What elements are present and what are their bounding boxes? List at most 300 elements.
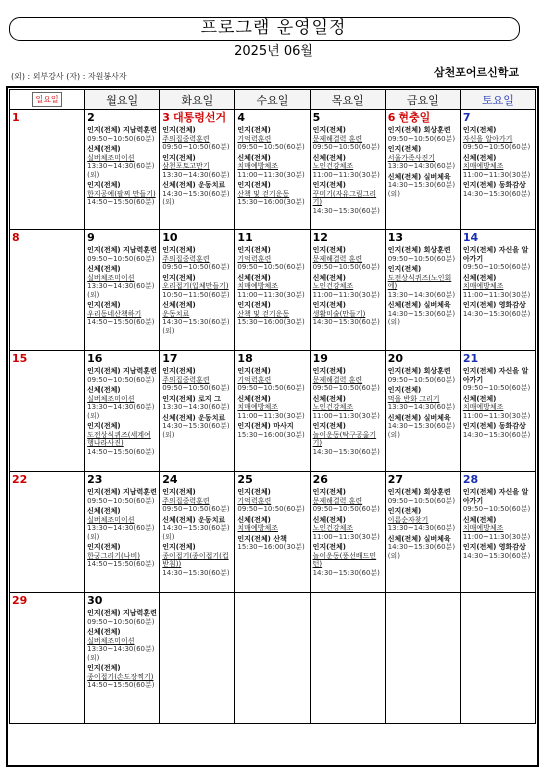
program-title: 인지(전체) 지남력훈련 bbox=[87, 609, 157, 617]
program-time: 11:00~11:30(30분) bbox=[462, 411, 531, 420]
program-time: 09:50~10:50(60분) bbox=[162, 505, 230, 513]
program-title: 신체(전체) bbox=[312, 273, 347, 282]
day-number bbox=[463, 352, 533, 365]
program-time: 14:30~15:30(60분) bbox=[462, 551, 531, 560]
program-title: 인지(전체) bbox=[312, 367, 347, 375]
calendar-week-row bbox=[10, 593, 536, 724]
program-title: 인지(전체) 영화감상 bbox=[462, 301, 526, 309]
program-entry bbox=[87, 181, 157, 207]
day-number-text: 23 bbox=[87, 473, 103, 486]
calendar-day-cell bbox=[160, 593, 235, 724]
program-title: 신체(전체) bbox=[237, 394, 271, 403]
program-entry bbox=[463, 274, 533, 300]
program-description: 문제해결력 훈련 bbox=[312, 134, 363, 143]
program-title: 인지(전체) bbox=[312, 301, 347, 309]
program-time: 13:30~14:30(60분) bbox=[387, 524, 456, 532]
program-time: 09:50~10:50(60분) bbox=[237, 505, 305, 513]
program-title: 신체(전체) bbox=[312, 153, 347, 162]
day-number bbox=[87, 231, 157, 244]
day-number bbox=[313, 111, 383, 124]
day-number bbox=[237, 352, 307, 365]
program-title: 신체(전체) 실버체육 bbox=[387, 534, 451, 543]
program-entry bbox=[237, 154, 307, 180]
program-time: 11:00~11:30(30분) bbox=[237, 170, 305, 179]
program-description: 기억력훈련 bbox=[237, 375, 272, 384]
program-time: 09:50~10:50(60분) bbox=[87, 254, 155, 263]
calendar-day-cell bbox=[85, 472, 160, 593]
program-title: 신체(전체) bbox=[87, 145, 121, 153]
program-description: 놀이운동(풍선배드민턴) bbox=[312, 551, 377, 568]
program-entry bbox=[87, 265, 157, 299]
program-time: 14:30~15:30(60분) bbox=[462, 430, 531, 439]
program-time: 11:00~11:30(30분) bbox=[237, 411, 305, 420]
program-entry bbox=[463, 422, 533, 439]
program-description: 삼천포토고만기 bbox=[162, 162, 210, 170]
program-entry bbox=[87, 488, 157, 505]
program-time: 09:50~10:50(60분) bbox=[387, 254, 456, 263]
program-time: 14:30~15:30(60분) bbox=[162, 568, 230, 577]
program-entry bbox=[162, 154, 232, 180]
program-time: 14:50~15:50(60분) bbox=[87, 318, 155, 326]
program-description: 기억력훈련 bbox=[237, 254, 272, 263]
day-number bbox=[12, 111, 82, 124]
program-time: 09:50~10:50(60분) bbox=[87, 134, 155, 143]
program-time: 15:30~16:00(30분) bbox=[237, 198, 305, 206]
program-description: 생활미술(만들기) bbox=[312, 309, 366, 318]
weekday-monday: 월요일 bbox=[85, 90, 160, 110]
program-title: 인지(전체) 동화감상 bbox=[462, 422, 526, 430]
calendar-day-cell bbox=[310, 110, 385, 230]
program-entry bbox=[162, 543, 232, 577]
program-title: 인지(전체) bbox=[312, 422, 347, 430]
program-description: 주의집중력훈련 bbox=[162, 134, 210, 143]
program-time: 14:30~15:30(60분)(외) bbox=[162, 422, 230, 439]
calendar-week-row bbox=[10, 110, 536, 230]
program-title: 신체(전체) 실버체육 bbox=[387, 301, 451, 309]
program-title: 인지(전체) bbox=[387, 507, 422, 515]
calendar-day-cell bbox=[385, 593, 460, 724]
program-time: 09:50~10:50(60분) bbox=[162, 384, 230, 392]
calendar-day-cell bbox=[85, 351, 160, 472]
day-number bbox=[237, 111, 307, 124]
program-description: 치매예방체조 bbox=[462, 403, 504, 411]
program-title: 인지(전체) bbox=[162, 273, 196, 282]
calendar-day-cell bbox=[310, 472, 385, 593]
day-number-text: 12 bbox=[312, 231, 328, 244]
program-time: 09:50~10:50(60분) bbox=[387, 375, 456, 384]
program-entry bbox=[388, 488, 458, 505]
program-description: 운동치료 bbox=[162, 309, 190, 318]
program-entry bbox=[463, 488, 533, 514]
program-title: 인지(전체) bbox=[237, 126, 271, 134]
program-entry bbox=[162, 488, 232, 514]
page-title: 프로그램 운영일정 bbox=[200, 18, 347, 38]
day-number bbox=[87, 594, 157, 607]
program-entry bbox=[463, 181, 533, 198]
program-title: 인지(전체) bbox=[162, 543, 196, 551]
calendar-day-cell bbox=[385, 472, 460, 593]
day-number bbox=[463, 473, 533, 486]
program-description: 종이접기(종이접기(컵 받침)) bbox=[162, 551, 229, 568]
weekday-header-row bbox=[10, 90, 536, 110]
weekday-tuesday: 화요일 bbox=[160, 90, 235, 110]
school-name: 삼천포어르신학교 bbox=[433, 66, 519, 79]
program-time: 09:50~10:50(60분) bbox=[312, 505, 380, 513]
day-number-text: 8 bbox=[12, 231, 20, 244]
program-entry bbox=[162, 301, 232, 335]
program-entry bbox=[313, 246, 383, 272]
day-number-text: 11 bbox=[237, 231, 253, 244]
calendar-day-cell bbox=[310, 593, 385, 724]
program-title: 인지(전체) bbox=[87, 181, 121, 189]
program-time: 09:50~10:50(60분) bbox=[87, 375, 155, 384]
program-time: 13:30~14:30(60분)(외) bbox=[87, 524, 155, 541]
program-time: 09:50~10:50(60분) bbox=[237, 384, 305, 392]
weekday-saturday: 토요일 bbox=[460, 90, 535, 110]
program-title: 인지(전체) bbox=[87, 301, 121, 309]
program-time: 09:50~10:50(60분) bbox=[237, 143, 305, 151]
page-subtitle: 2025년 06월 bbox=[234, 44, 313, 59]
program-description: 치매예방체조 bbox=[462, 524, 504, 532]
program-title: 신체(전체) bbox=[312, 515, 347, 524]
calendar-day-cell bbox=[385, 230, 460, 351]
day-number-text: 3 bbox=[162, 111, 170, 124]
program-entry bbox=[313, 154, 383, 180]
program-entry bbox=[313, 422, 383, 456]
program-title: 신체(전체) bbox=[312, 394, 347, 403]
program-time: 11:00~11:30(30분) bbox=[462, 170, 531, 179]
program-entry bbox=[313, 488, 383, 514]
program-title: 인지(전체) 회상훈련 bbox=[387, 367, 451, 375]
program-description: 도전상식퀴즈(세계여행나라사진) bbox=[87, 430, 151, 447]
program-title: 인지(전체) 동화감상 bbox=[462, 181, 526, 189]
day-number-text: 7 bbox=[462, 111, 471, 124]
program-time: 15:30~16:00(30분) bbox=[237, 543, 305, 551]
program-entry bbox=[388, 507, 458, 533]
program-entry bbox=[313, 516, 383, 542]
program-entry bbox=[463, 543, 533, 560]
program-title: 인지(전체) bbox=[312, 488, 347, 496]
program-title: 신체(전체) 운동치료 bbox=[162, 181, 226, 189]
program-entry bbox=[388, 301, 458, 327]
day-number bbox=[12, 473, 82, 486]
program-title: 인지(전체) bbox=[387, 265, 422, 273]
program-description: 먹을 반화 그리기 bbox=[387, 394, 440, 403]
program-entry bbox=[237, 301, 307, 327]
calendar-day-cell bbox=[310, 230, 385, 351]
day-number bbox=[313, 231, 383, 244]
weekday-thursday: 목요일 bbox=[310, 90, 385, 110]
program-entry bbox=[463, 126, 533, 152]
program-description: 산책 및 걷기운동 bbox=[237, 309, 290, 318]
program-title: 인지(전체) bbox=[387, 386, 422, 394]
program-title: 인지(전체) bbox=[87, 422, 121, 430]
day-number-text: 25 bbox=[237, 473, 253, 486]
day-number-text: 2 bbox=[87, 111, 95, 124]
day-number-text: 1 bbox=[12, 111, 20, 124]
holiday-label: 대통령선거 bbox=[172, 111, 227, 124]
weekday-sunday-label: 일요일 bbox=[32, 92, 61, 107]
program-entry bbox=[313, 395, 383, 421]
calendar-day-cell bbox=[10, 472, 85, 593]
program-time: 10:50~11:50(60분) bbox=[162, 290, 230, 299]
program-time: 14:50~15:50(60분) bbox=[87, 198, 155, 206]
program-entry bbox=[463, 246, 533, 272]
day-number bbox=[388, 473, 458, 486]
program-entry bbox=[388, 145, 458, 171]
calendar-body bbox=[10, 110, 536, 724]
program-time: 09:50~10:50(60분) bbox=[237, 263, 305, 271]
program-entry bbox=[388, 414, 458, 440]
program-time: 11:00~11:30(30분) bbox=[312, 411, 380, 420]
day-number bbox=[162, 231, 232, 244]
program-description: 꾸미기(자유그림그리기) bbox=[312, 189, 377, 206]
calendar-day-cell bbox=[160, 472, 235, 593]
program-entry bbox=[313, 301, 383, 327]
program-entry bbox=[237, 395, 307, 421]
program-description: 실버체조미이션 bbox=[87, 273, 135, 282]
program-entry bbox=[388, 265, 458, 299]
program-description: 노인건강체조 bbox=[312, 162, 354, 170]
day-number bbox=[388, 111, 458, 124]
program-entry bbox=[87, 422, 157, 456]
program-title: 인지(전체) 자신을 알아가기 bbox=[462, 246, 529, 263]
program-entry bbox=[388, 535, 458, 561]
day-number bbox=[237, 231, 307, 244]
program-time: 15:30~16:00(30분) bbox=[237, 318, 305, 326]
program-time: 09:50~10:50(60분) bbox=[312, 384, 380, 392]
calendar-day-cell bbox=[235, 351, 310, 472]
calendar-day-cell bbox=[85, 230, 160, 351]
day-number-text: 10 bbox=[162, 231, 178, 244]
calendar-day-cell bbox=[460, 230, 535, 351]
program-title: 인지(전체) bbox=[237, 301, 271, 309]
program-time: 14:50~15:50(60분) bbox=[87, 560, 155, 568]
program-time: 13:30~14:30(60분) bbox=[387, 162, 456, 170]
program-description: 치매예방체조 bbox=[462, 282, 504, 290]
program-entry bbox=[87, 301, 157, 327]
program-description: 실버체조미이션 bbox=[87, 515, 135, 524]
program-entry bbox=[87, 126, 157, 143]
program-entry bbox=[237, 422, 307, 439]
program-entry bbox=[237, 274, 307, 300]
program-entry bbox=[87, 367, 157, 384]
weekday-sunday bbox=[10, 90, 85, 110]
program-description: 이름순자찾기 bbox=[387, 515, 429, 524]
program-description: 실버체조미이션 bbox=[87, 153, 135, 162]
program-description: 노인건강체조 bbox=[312, 524, 354, 532]
day-number bbox=[388, 352, 458, 365]
calendar-day-cell bbox=[385, 351, 460, 472]
program-title: 인지(전체) 자신을 알아가기 bbox=[462, 488, 529, 505]
day-number-text: 29 bbox=[12, 594, 28, 607]
program-entry bbox=[87, 664, 157, 690]
day-number-text: 28 bbox=[462, 473, 479, 486]
program-entry bbox=[237, 181, 307, 207]
program-time: 09:50~10:50(60분) bbox=[462, 143, 531, 151]
day-number-text: 15 bbox=[12, 352, 28, 365]
program-title: 인지(전체) 로지 그 bbox=[162, 394, 221, 403]
program-entry bbox=[237, 488, 307, 514]
day-number bbox=[388, 231, 458, 244]
program-description: 실버체조미이션 bbox=[87, 394, 135, 403]
program-description: 산책 및 걷기운동 bbox=[237, 189, 290, 198]
day-number-text: 6 bbox=[387, 111, 396, 124]
program-time: 14:30~15:30(60분)(외) bbox=[387, 422, 456, 439]
program-title: 신체(전체) bbox=[87, 628, 121, 636]
program-entry bbox=[162, 274, 232, 300]
program-time: 14:30~15:30(60분)(외) bbox=[387, 309, 456, 326]
calendar-day-cell bbox=[235, 230, 310, 351]
program-description: 우리동네산책하기 bbox=[87, 309, 142, 318]
program-time: 15:30~16:00(30분) bbox=[237, 430, 305, 439]
program-time: 14:30~15:30(60분)(외) bbox=[162, 524, 230, 541]
program-entry bbox=[313, 274, 383, 300]
program-description: 치매예방체조 bbox=[237, 403, 278, 411]
program-entry bbox=[463, 301, 533, 318]
program-title: 신체(전체) bbox=[462, 394, 497, 403]
program-title: 인지(전체) 지남력훈련 bbox=[87, 488, 157, 496]
program-description: 실버체조미이션 bbox=[87, 636, 135, 645]
program-title: 인지(전체) bbox=[387, 145, 422, 153]
program-title: 인지(전체) bbox=[237, 181, 271, 189]
program-description: 자신을 알아가기 bbox=[462, 134, 513, 143]
program-time: 09:50~10:50(60분) bbox=[162, 263, 230, 271]
program-description: 한궁그리기(나비) bbox=[87, 551, 140, 560]
day-number-text: 22 bbox=[12, 473, 28, 486]
program-description: 도전상식퀴즈(노인회에) bbox=[387, 273, 452, 290]
program-title: 신체(전체) bbox=[237, 515, 271, 524]
program-time: 14:50~15:50(60분) bbox=[87, 447, 155, 456]
program-title: 인지(전체) bbox=[162, 246, 196, 254]
day-number-text: 21 bbox=[462, 352, 479, 365]
calendar-table bbox=[9, 89, 536, 724]
day-number bbox=[162, 111, 232, 124]
program-title: 인지(전체) bbox=[162, 153, 196, 162]
day-number-text: 14 bbox=[462, 231, 479, 244]
program-entry bbox=[87, 386, 157, 420]
day-number-text: 9 bbox=[87, 231, 95, 244]
calendar-day-cell bbox=[235, 110, 310, 230]
program-description: 치매예방체조 bbox=[237, 524, 278, 532]
program-title: 신체(전체) bbox=[237, 273, 271, 282]
day-number-text: 19 bbox=[312, 352, 328, 365]
program-time: 09:50~10:50(60분) bbox=[162, 143, 230, 151]
program-title: 인지(전체) bbox=[312, 246, 347, 254]
day-number-text: 27 bbox=[387, 473, 404, 486]
day-number-text: 20 bbox=[387, 352, 404, 365]
weekday-friday: 금요일 bbox=[385, 90, 460, 110]
program-time: 11:00~11:30(30분) bbox=[462, 532, 531, 541]
day-number bbox=[463, 111, 533, 124]
program-time: 09:50~10:50(60분) bbox=[312, 263, 380, 271]
program-entry bbox=[388, 246, 458, 263]
program-title: 신체(전체) bbox=[87, 386, 121, 394]
program-time: 14:30~15:30(60분)(외) bbox=[387, 181, 456, 198]
program-time: 14:30~15:30(60분) bbox=[462, 189, 531, 198]
day-number bbox=[87, 111, 157, 124]
program-entry bbox=[162, 367, 232, 393]
program-time: 11:00~11:30(30분) bbox=[312, 532, 380, 541]
program-entry bbox=[87, 543, 157, 569]
day-number-text: 18 bbox=[237, 352, 253, 365]
day-number-text: 5 bbox=[312, 111, 321, 124]
day-number-text: 17 bbox=[162, 352, 178, 365]
program-description: 주의집중력훈련 bbox=[162, 496, 210, 505]
day-number-text: 13 bbox=[387, 231, 404, 244]
program-entry bbox=[162, 414, 232, 440]
program-description: 기억력훈련 bbox=[237, 134, 272, 143]
program-entry bbox=[463, 516, 533, 542]
program-time: 14:30~15:30(60분)(외) bbox=[162, 189, 230, 206]
program-time: 09:50~10:50(60분) bbox=[462, 263, 531, 271]
calendar-day-cell bbox=[310, 351, 385, 472]
program-entry bbox=[87, 628, 157, 662]
program-description: 노인건강체조 bbox=[312, 282, 354, 290]
program-entry bbox=[87, 609, 157, 626]
program-title: 인지(전체) 마사지 bbox=[237, 422, 294, 430]
calendar-day-cell bbox=[385, 110, 460, 230]
program-time: 14:30~15:30(60분) bbox=[312, 206, 380, 215]
program-time: 13:30~14:30(60분)(외) bbox=[87, 162, 155, 179]
program-entry bbox=[162, 516, 232, 542]
program-time: 09:50~10:50(60분) bbox=[387, 496, 456, 505]
program-title: 인지(전체) 산책 bbox=[237, 534, 287, 543]
calendar-week-row bbox=[10, 351, 536, 472]
program-time: 14:30~15:30(60분) bbox=[462, 309, 531, 318]
calendar-day-cell bbox=[235, 593, 310, 724]
calendar-day-cell bbox=[85, 110, 160, 230]
program-time: 09:50~10:50(60분) bbox=[462, 384, 531, 392]
program-entry bbox=[237, 246, 307, 272]
program-description: 기억력훈련 bbox=[237, 496, 272, 505]
program-time: 09:50~10:50(60분) bbox=[387, 134, 456, 143]
program-title: 신체(전체) bbox=[462, 153, 497, 162]
program-entry bbox=[237, 126, 307, 152]
program-time: 09:50~10:50(60분) bbox=[87, 617, 155, 626]
program-title: 인지(전체) bbox=[87, 543, 121, 551]
program-description: 치매예방체조 bbox=[237, 162, 278, 170]
program-time: 14:30~15:30(60분)(외) bbox=[162, 318, 230, 335]
calendar-day-cell bbox=[10, 110, 85, 230]
program-time: 11:00~11:30(30분) bbox=[312, 170, 380, 179]
program-time: 11:00~11:30(30분) bbox=[237, 290, 305, 299]
program-title: 인지(전체) bbox=[162, 126, 196, 134]
day-number bbox=[313, 473, 383, 486]
day-number bbox=[463, 231, 533, 244]
program-title: 인지(전체) 회상훈련 bbox=[387, 246, 451, 254]
program-entry bbox=[463, 395, 533, 421]
program-description: 오리접기(입체만들기) bbox=[162, 282, 229, 290]
program-entry bbox=[87, 507, 157, 541]
program-entry bbox=[162, 246, 232, 272]
weekday-wednesday: 수요일 bbox=[235, 90, 310, 110]
program-time: 09:50~10:50(60분) bbox=[312, 143, 380, 151]
program-description: 종이접기(손도장찍기) bbox=[87, 672, 154, 681]
day-number-text: 30 bbox=[87, 594, 103, 607]
program-time: 14:30~15:30(60분) bbox=[312, 318, 380, 326]
calendar-day-cell bbox=[160, 351, 235, 472]
program-description: 치매예방체조 bbox=[237, 282, 278, 290]
program-time: 13:30~14:30(60분) bbox=[162, 403, 230, 411]
program-title: 신체(전체) bbox=[462, 273, 497, 282]
calendar-week-row bbox=[10, 472, 536, 593]
calendar-week-row bbox=[10, 230, 536, 351]
program-entry bbox=[87, 145, 157, 179]
legend-note: (외) : 외부강사 (자) : 자원봉사자 bbox=[11, 72, 127, 81]
program-description: 한지공예(팔찌 만들기) bbox=[87, 189, 156, 198]
program-time: 14:30~15:30(60분) bbox=[312, 568, 380, 577]
